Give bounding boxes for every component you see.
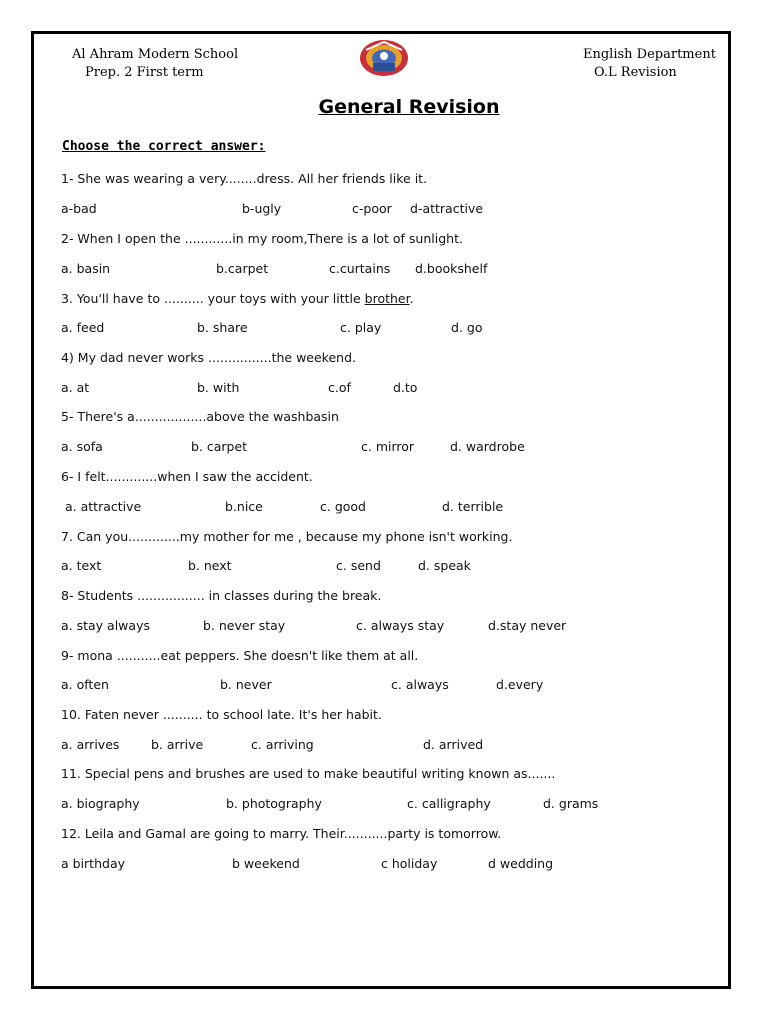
option-c: c.of <box>328 380 351 395</box>
option-c: c. always <box>391 677 449 692</box>
school-name: Al Ahram Modern School <box>72 47 239 62</box>
option-a: a. feed <box>61 320 105 335</box>
option-d: d-attractive <box>410 201 484 216</box>
option-a: a. text <box>61 558 102 573</box>
grade-term: Prep. 2 First term <box>85 65 204 80</box>
option-b: b.carpet <box>216 261 269 276</box>
question-text: 1- She was wearing a very........dress. All her friends like it. <box>61 171 428 186</box>
option-a: a. basin <box>61 261 111 276</box>
option-a: a. arrives <box>61 737 120 752</box>
option-c: c. play <box>340 320 382 335</box>
option-d: d wedding <box>488 856 554 871</box>
option-c: c. arriving <box>251 737 314 752</box>
question-text: 11. Special pens and brushes are used to make beautiful writing known as....... <box>61 766 556 781</box>
option-b: b-ugly <box>242 201 282 216</box>
option-b: b. share <box>197 320 248 335</box>
question-text: 8- Students ................. in classes during the break. <box>61 588 382 603</box>
option-b: b. never stay <box>203 618 286 633</box>
question-text: 2- When I open the ............in my room,There is a lot of sunlight. <box>61 231 463 246</box>
option-a: a. often <box>61 677 109 692</box>
question-text: 6- I felt.............when I saw the accident. <box>61 469 313 484</box>
option-c: c. calligraphy <box>407 796 491 811</box>
option-d: d. terrible <box>442 499 504 514</box>
option-c: c. mirror <box>361 439 415 454</box>
option-d: d.bookshelf <box>415 261 488 276</box>
option-b: b. photography <box>226 796 322 811</box>
underlined-word: brother <box>364 291 410 306</box>
option-d: d. wardrobe <box>450 439 525 454</box>
option-a: a. attractive <box>65 499 142 514</box>
question-text: 12. Leila and Gamal are going to marry. Their...........party is tomorrow. <box>61 826 502 841</box>
option-a: a birthday <box>61 856 125 871</box>
option-b: b. arrive <box>151 737 204 752</box>
option-c: c. good <box>320 499 366 514</box>
question-text: 4) My dad never works ................the weekend. <box>61 350 356 365</box>
option-d: d. speak <box>418 558 471 573</box>
instruction: Choose the correct answer: <box>62 139 266 154</box>
question-text: 7. Can you.............my mother for me , because my phone isn't working. <box>61 529 513 544</box>
option-b: b. with <box>197 380 240 395</box>
option-a: a-bad <box>61 201 97 216</box>
school-logo-icon <box>358 38 410 78</box>
department: English Department <box>583 47 716 62</box>
option-d: d. arrived <box>423 737 484 752</box>
option-c: c holiday <box>381 856 438 871</box>
option-b: b.nice <box>225 499 263 514</box>
option-a: a. stay always <box>61 618 150 633</box>
question-text: 10. Faten never .......... to school late. It's her habit. <box>61 707 382 722</box>
question-text: 5- There's a..................above the washbasin <box>61 409 339 424</box>
option-d: d.stay never <box>488 618 567 633</box>
option-b: b. next <box>188 558 232 573</box>
option-b: b weekend <box>232 856 300 871</box>
revision-type: O.L Revision <box>594 65 677 80</box>
option-b: b. never <box>220 677 272 692</box>
question-text-part: 3. You'll have to .......... your toys with your little <box>61 291 365 306</box>
option-d: d.every <box>496 677 544 692</box>
question-text: 9- mona ...........eat peppers. She doesn't like them at all. <box>61 648 419 663</box>
option-c: c.curtains <box>329 261 391 276</box>
question-text-part: . <box>409 291 414 306</box>
option-c: c. always stay <box>356 618 445 633</box>
option-c: c-poor <box>352 201 392 216</box>
question-text <box>61 291 414 306</box>
option-a: a. sofa <box>61 439 103 454</box>
option-d: d.to <box>393 380 418 395</box>
option-a: a. biography <box>61 796 140 811</box>
page-title: General Revision <box>318 96 500 118</box>
option-d: d. go <box>451 320 483 335</box>
option-d: d. grams <box>543 796 599 811</box>
option-b: b. carpet <box>191 439 248 454</box>
option-c: c. send <box>336 558 381 573</box>
option-a: a. at <box>61 380 90 395</box>
